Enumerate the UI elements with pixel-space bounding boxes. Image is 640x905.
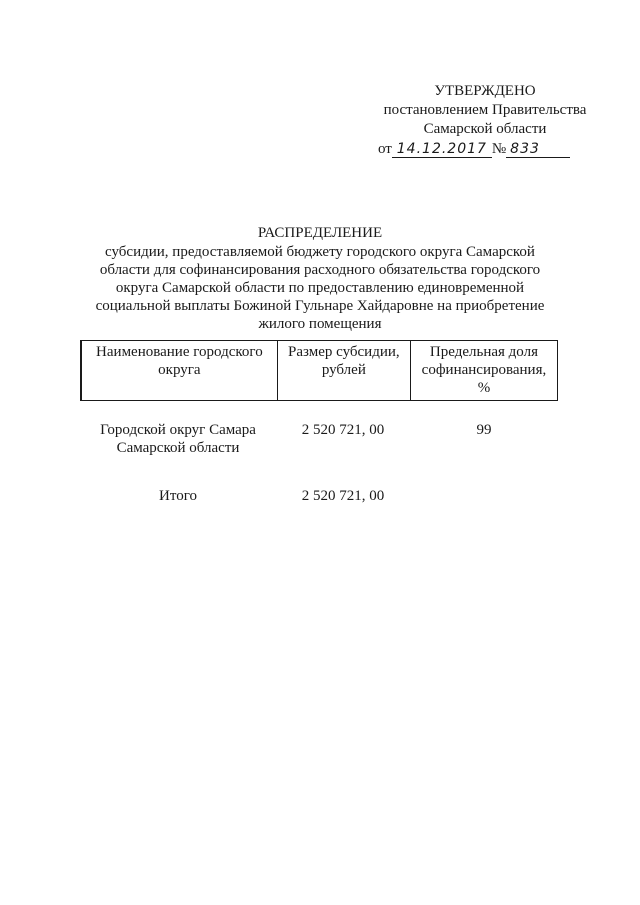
header-subsidy-amount: Размер субсидии, рублей bbox=[277, 341, 410, 400]
document-heading bbox=[80, 224, 560, 333]
heading-line: области для софинансирования расходного обязательства городского bbox=[99, 262, 541, 278]
table-row bbox=[80, 421, 558, 457]
total-label: Итого bbox=[159, 488, 197, 504]
approval-from-label: от bbox=[378, 141, 392, 157]
approval-title: УТВЕРЖДЕНО bbox=[434, 83, 536, 99]
approval-date: 14.12.2017 bbox=[392, 141, 492, 158]
document-title: РАСПРЕДЕЛЕНИЕ bbox=[257, 225, 383, 241]
table-header bbox=[80, 340, 558, 401]
heading-line: жилого помещения bbox=[258, 316, 382, 332]
approval-line-1: постановлением Правительства bbox=[383, 102, 587, 118]
subsidy-amount: 2 520 721, 00 bbox=[301, 422, 385, 438]
heading-line: субсидии, предоставляемой бюджету городского округа Самарской bbox=[105, 244, 535, 260]
approval-number: 833 bbox=[506, 141, 570, 158]
distribution-table bbox=[80, 340, 558, 505]
approval-number-label: № bbox=[491, 141, 507, 157]
approval-date-line bbox=[360, 140, 610, 159]
approval-line-2: Самарской области bbox=[423, 121, 547, 137]
total-amount: 2 520 721, 00 bbox=[301, 488, 385, 504]
district-name: Городской округ Самара Самарской области bbox=[100, 422, 256, 456]
cofinancing-share: 99 bbox=[476, 422, 492, 438]
total-empty-cell bbox=[410, 487, 558, 505]
heading-line: округа Самарской области по предоставлению единовременной bbox=[115, 280, 525, 296]
header-cofinancing-share: Предельная доля софинансирования, % bbox=[410, 341, 557, 400]
approval-block bbox=[360, 82, 610, 159]
table-total-row bbox=[80, 487, 558, 505]
heading-line: социальной выплаты Божиной Гульнаре Хайдаровне на приобретение bbox=[95, 298, 545, 314]
header-district-name: Наименование городского округа bbox=[96, 344, 263, 378]
